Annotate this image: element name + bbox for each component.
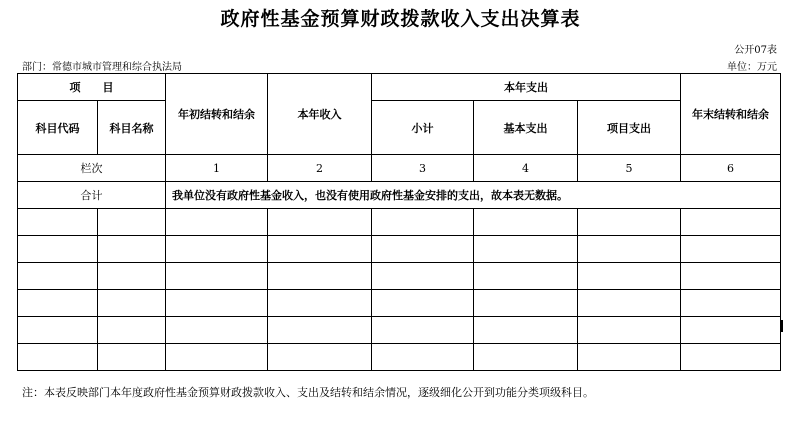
header-item: 项 目 xyxy=(18,74,166,101)
column-index-3: 3 xyxy=(372,155,474,182)
empty-cell xyxy=(372,317,474,344)
empty-cell xyxy=(474,263,578,290)
empty-cell xyxy=(681,344,781,371)
empty-cell xyxy=(166,290,268,317)
empty-cell xyxy=(372,209,474,236)
empty-cell xyxy=(98,236,166,263)
empty-cell xyxy=(18,290,98,317)
empty-cell xyxy=(268,263,372,290)
empty-cell xyxy=(372,344,474,371)
empty-cell xyxy=(578,263,681,290)
empty-cell xyxy=(18,209,98,236)
column-index-1: 1 xyxy=(166,155,268,182)
empty-cell xyxy=(166,317,268,344)
header-code: 科目代码 xyxy=(18,101,98,155)
empty-cell xyxy=(474,317,578,344)
empty-cell xyxy=(166,263,268,290)
empty-cell xyxy=(681,263,781,290)
empty-cell xyxy=(474,209,578,236)
empty-cell xyxy=(681,236,781,263)
empty-cell xyxy=(474,344,578,371)
empty-cell xyxy=(98,209,166,236)
no-data-statement: 我单位没有政府性基金收入，也没有使用政府性基金安排的支出，故本表无数据。 xyxy=(166,182,781,209)
empty-cell xyxy=(98,290,166,317)
empty-cell xyxy=(268,290,372,317)
total-label: 合计 xyxy=(18,182,166,209)
empty-cell xyxy=(474,290,578,317)
column-index-6: 6 xyxy=(681,155,781,182)
empty-cell xyxy=(578,236,681,263)
empty-cell xyxy=(268,344,372,371)
empty-cell xyxy=(18,263,98,290)
report-title: 政府性基金预算财政拨款收入支出决算表 xyxy=(220,8,581,30)
column-index-4: 4 xyxy=(474,155,578,182)
empty-cell xyxy=(18,236,98,263)
empty-cell xyxy=(18,344,98,371)
empty-cell xyxy=(578,317,681,344)
empty-cell xyxy=(578,209,681,236)
empty-cell xyxy=(18,317,98,344)
unit-label: 单位：万元 xyxy=(727,62,777,73)
column-index-2: 2 xyxy=(268,155,372,182)
empty-cell xyxy=(166,236,268,263)
empty-cell xyxy=(98,317,166,344)
header-end-balance: 年末结转和结余 xyxy=(681,74,781,155)
empty-cell xyxy=(268,236,372,263)
column-index-5: 5 xyxy=(578,155,681,182)
empty-cell xyxy=(372,263,474,290)
footnote: 注：本表反映部门本年度政府性基金预算财政拨款收入、支出及结转和结余情况，逐级细化公开到功能分类项级科目。 xyxy=(22,386,594,399)
form-number: 公开07表 xyxy=(734,45,777,56)
header-expense: 本年支出 xyxy=(372,74,681,101)
header-subtotal: 小计 xyxy=(372,101,474,155)
empty-cell xyxy=(268,317,372,344)
empty-cell xyxy=(166,209,268,236)
header-project: 项目支出 xyxy=(578,101,681,155)
empty-cell xyxy=(681,290,781,317)
empty-cell xyxy=(166,344,268,371)
empty-cell xyxy=(578,344,681,371)
fund-table xyxy=(17,73,781,371)
empty-cell xyxy=(372,290,474,317)
header-name: 科目名称 xyxy=(98,101,166,155)
empty-cell xyxy=(681,317,781,344)
empty-cell xyxy=(268,209,372,236)
empty-cell xyxy=(98,263,166,290)
empty-cell xyxy=(578,290,681,317)
header-income: 本年收入 xyxy=(268,74,372,155)
header-basic: 基本支出 xyxy=(474,101,578,155)
empty-cell xyxy=(98,344,166,371)
department-label: 部门：常德市城市管理和综合执法局 xyxy=(22,62,182,73)
empty-cell xyxy=(681,209,781,236)
empty-cell xyxy=(474,236,578,263)
column-index-label: 栏次 xyxy=(18,155,166,182)
header-begin-balance: 年初结转和结余 xyxy=(166,74,268,155)
edge-marker xyxy=(780,320,783,332)
empty-cell xyxy=(372,236,474,263)
